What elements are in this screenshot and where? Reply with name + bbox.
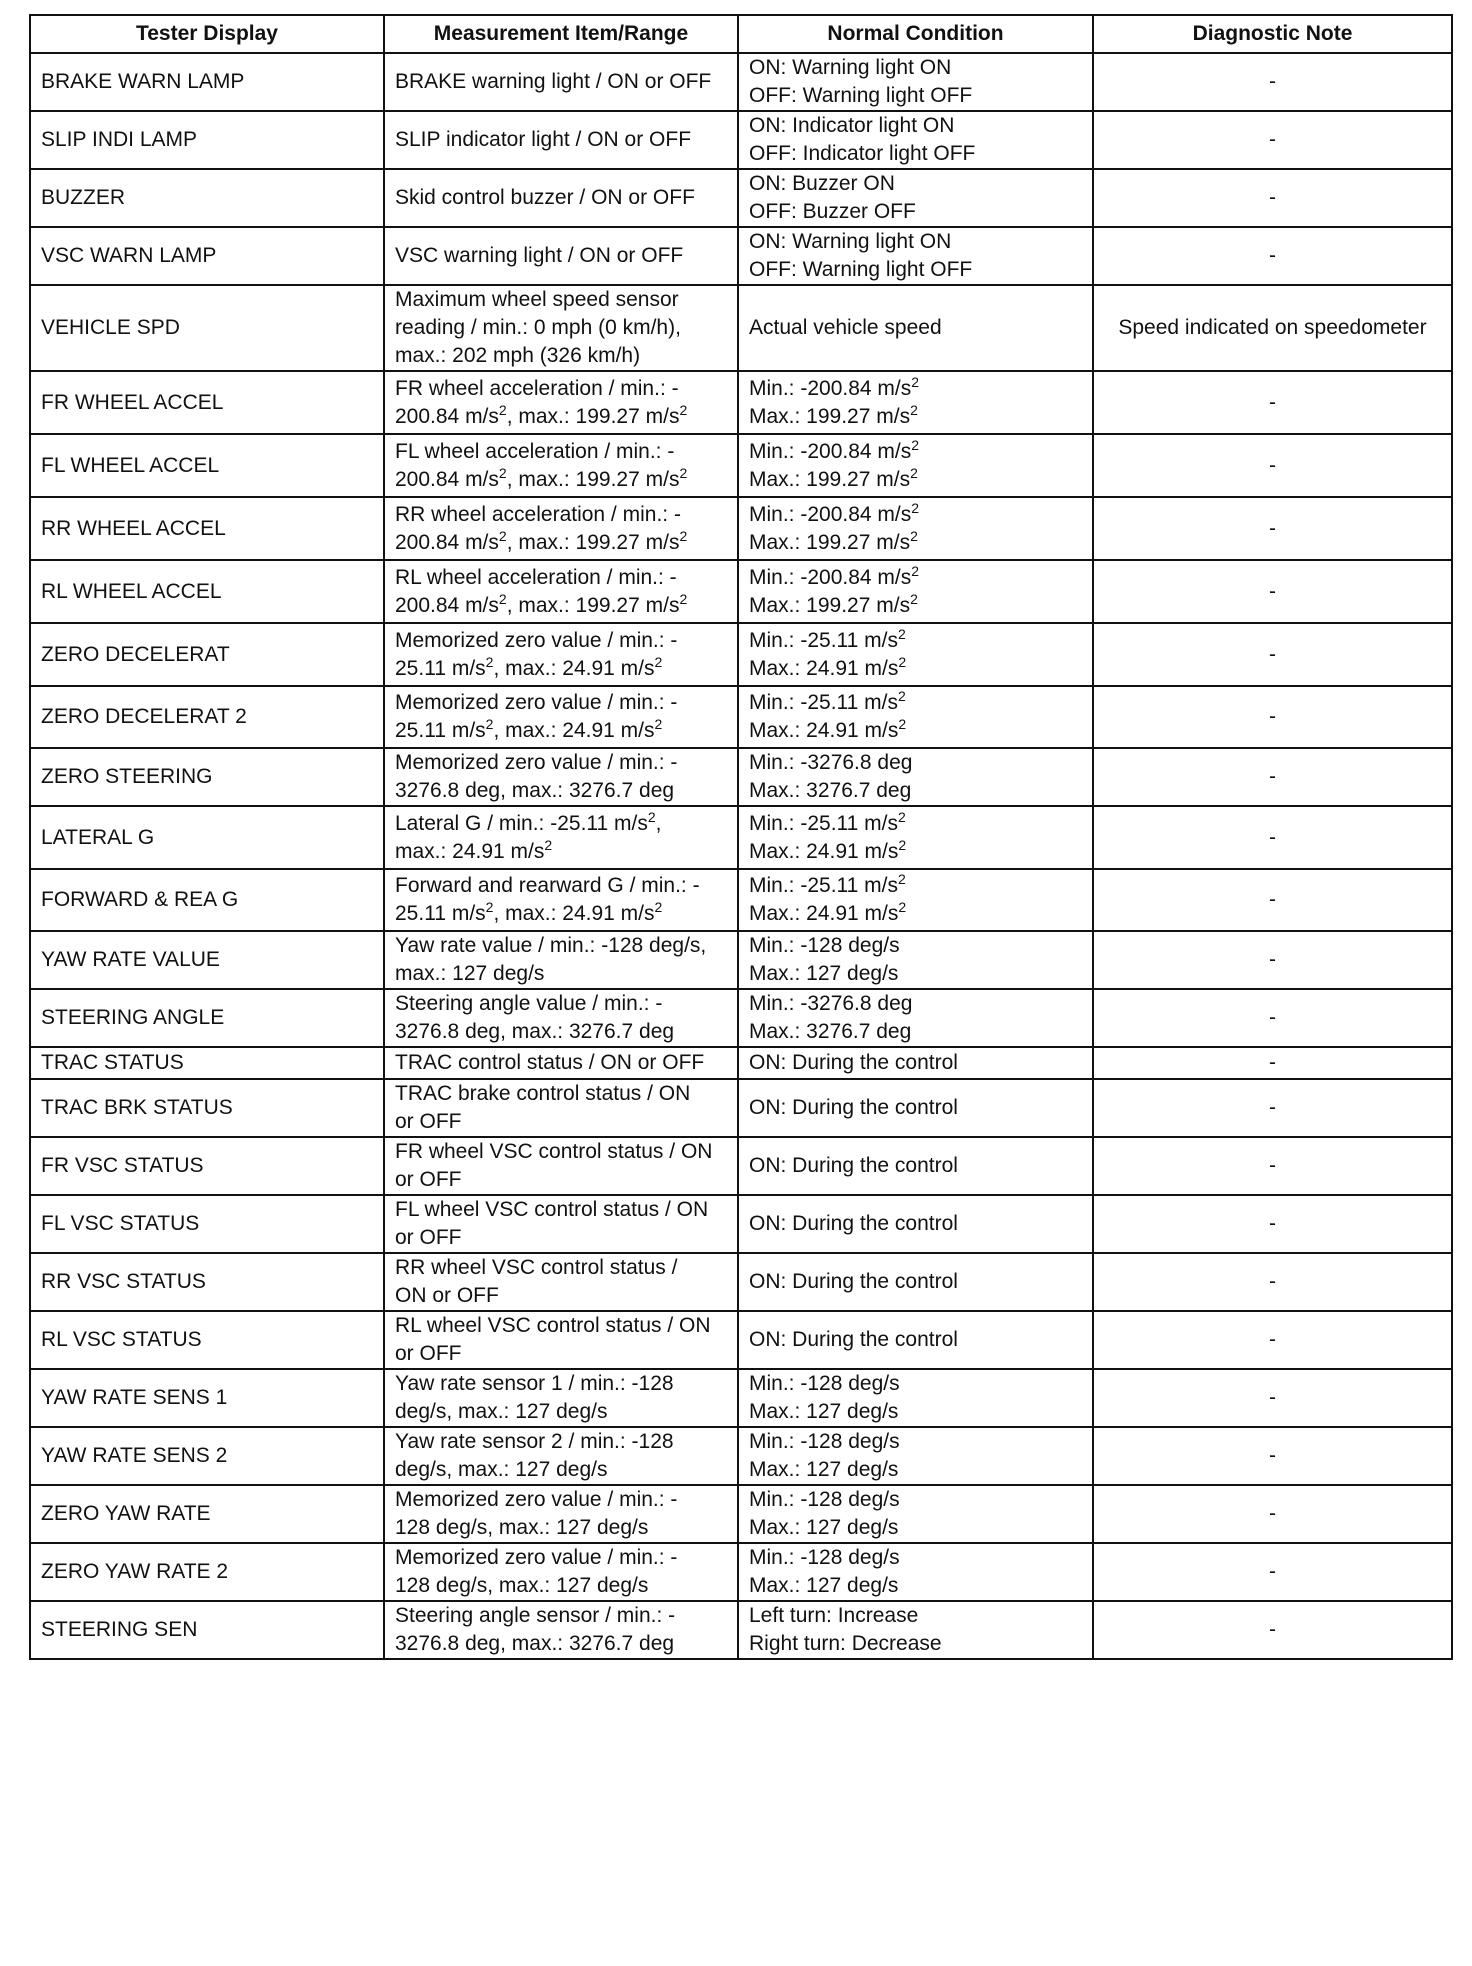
header-diagnostic-note: Diagnostic Note (1093, 15, 1452, 53)
normal-condition-cell: ON: Buzzer ON OFF: Buzzer OFF (738, 169, 1093, 227)
normal-condition-cell: Min.: -200.84 $m/s^2$ Max.: 199.27 $m/s^2$ (738, 497, 1093, 560)
diagnostic-note-cell: - (1093, 560, 1452, 623)
diagnostic-note-cell: - (1093, 1137, 1452, 1195)
measurement-range-cell: RR wheel VSC control status / ON or OFF (384, 1253, 738, 1311)
header-tester-display: Tester Display (30, 15, 384, 53)
tester-display-cell: RL VSC STATUS (30, 1311, 384, 1369)
normal-condition-cell: Min.: -128 deg/s Max.: 127 deg/s (738, 1369, 1093, 1427)
diagnostic-note-cell: - (1093, 1047, 1452, 1079)
normal-condition-cell: Min.: -25.11 $m/s^2$ Max.: 24.91 $m/s^2$ (738, 623, 1093, 686)
tester-display-cell: ZERO DECELERAT 2 (30, 686, 384, 748)
table-row (30, 1137, 1452, 1195)
tester-display-cell: YAW RATE SENS 1 (30, 1369, 384, 1427)
measurement-range-cell: FR wheel acceleration / min.: - 200.84 $m/s^2$, max.: 199.27 $m/s^2$ (384, 371, 738, 434)
measurement-range-cell: Maximum wheel speed sensor reading / min.: 0 mph (0 km/h), max.: 202 mph (326 km/h) (384, 285, 738, 371)
measurement-range-cell: Yaw rate sensor 1 / min.: -128 deg/s, max.: 127 deg/s (384, 1369, 738, 1427)
normal-condition-cell: Min.: -3276.8 deg Max.: 3276.7 deg (738, 748, 1093, 806)
measurement-range-cell: Memorized zero value / min.: - 25.11 $m/s^2$, max.: 24.91 $m/s^2$ (384, 623, 738, 686)
tester-display-cell: ZERO YAW RATE 2 (30, 1543, 384, 1601)
diagnostic-note-cell: - (1093, 931, 1452, 989)
table-row (30, 497, 1452, 560)
table-row (30, 169, 1452, 227)
table-row (30, 686, 1452, 748)
measurement-range-cell: TRAC brake control status / ON or OFF (384, 1079, 738, 1137)
table-row (30, 1079, 1452, 1137)
table-row (30, 806, 1452, 869)
normal-condition-cell: Left turn: Increase Right turn: Decrease (738, 1601, 1093, 1659)
tester-display-cell: STEERING SEN (30, 1601, 384, 1659)
measurement-range-cell: Lateral G / min.: -25.11 $m/s^2$, max.: 24.91 $m/s^2$ (384, 806, 738, 869)
table-row (30, 1543, 1452, 1601)
table-row (30, 1369, 1452, 1427)
tester-display-cell: FORWARD & REA G (30, 869, 384, 931)
tester-display-cell: RL WHEEL ACCEL (30, 560, 384, 623)
normal-condition-cell: ON: Warning light ON OFF: Warning light OFF (738, 53, 1093, 111)
tester-display-cell: BRAKE WARN LAMP (30, 53, 384, 111)
diagnostic-note-cell: - (1093, 1369, 1452, 1427)
measurement-range-cell: VSC warning light / ON or OFF (384, 227, 738, 285)
normal-condition-cell: ON: During the control (738, 1195, 1093, 1253)
header-normal-condition: Normal Condition (738, 15, 1093, 53)
diagnostic-note-cell: - (1093, 1543, 1452, 1601)
tester-display-cell: TRAC BRK STATUS (30, 1079, 384, 1137)
measurement-range-cell: Yaw rate value / min.: -128 deg/s, max.: 127 deg/s (384, 931, 738, 989)
tester-display-cell: VEHICLE SPD (30, 285, 384, 371)
diagnostic-note-cell: - (1093, 1311, 1452, 1369)
table-row (30, 989, 1452, 1047)
tester-display-cell: ZERO YAW RATE (30, 1485, 384, 1543)
normal-condition-cell: Min.: -25.11 $m/s^2$ Max.: 24.91 $m/s^2$ (738, 686, 1093, 748)
diagnostic-note-cell: - (1093, 1079, 1452, 1137)
table-row (30, 560, 1452, 623)
tester-display-cell: SLIP INDI LAMP (30, 111, 384, 169)
diagnostic-note-cell: - (1093, 869, 1452, 931)
tester-display-cell: STEERING ANGLE (30, 989, 384, 1047)
measurement-range-cell: Memorized zero value / min.: - 3276.8 deg, max.: 3276.7 deg (384, 748, 738, 806)
tester-display-cell: LATERAL G (30, 806, 384, 869)
table-row (30, 623, 1452, 686)
header-row (30, 15, 1452, 53)
normal-condition-cell: Min.: -200.84 $m/s^2$ Max.: 199.27 $m/s^2$ (738, 371, 1093, 434)
normal-condition-cell: Min.: -25.11 $m/s^2$ Max.: 24.91 $m/s^2$ (738, 869, 1093, 931)
normal-condition-cell: ON: During the control (738, 1079, 1093, 1137)
measurement-range-cell: Steering angle value / min.: - 3276.8 deg, max.: 3276.7 deg (384, 989, 738, 1047)
diagnostic-note-cell: - (1093, 371, 1452, 434)
table-row (30, 227, 1452, 285)
table-row (30, 1427, 1452, 1485)
diagnostic-note-cell: - (1093, 748, 1452, 806)
table-row (30, 371, 1452, 434)
diagnostic-note-cell: - (1093, 1601, 1452, 1659)
normal-condition-cell: ON: During the control (738, 1137, 1093, 1195)
table-row (30, 1253, 1452, 1311)
normal-condition-cell: ON: During the control (738, 1253, 1093, 1311)
table-row (30, 1195, 1452, 1253)
table-row (30, 1601, 1452, 1659)
tester-display-cell: VSC WARN LAMP (30, 227, 384, 285)
tester-display-cell: FR WHEEL ACCEL (30, 371, 384, 434)
tester-display-cell: RR WHEEL ACCEL (30, 497, 384, 560)
measurement-range-cell: TRAC control status / ON or OFF (384, 1047, 738, 1079)
table-row (30, 53, 1452, 111)
measurement-range-cell: Memorized zero value / min.: - 25.11 $m/s^2$, max.: 24.91 $m/s^2$ (384, 686, 738, 748)
table-row (30, 111, 1452, 169)
table-row (30, 869, 1452, 931)
normal-condition-cell: ON: Indicator light ON OFF: Indicator light OFF (738, 111, 1093, 169)
measurement-range-cell: FL wheel acceleration / min.: - 200.84 $m/s^2$, max.: 199.27 $m/s^2$ (384, 434, 738, 497)
diagnostic-note-cell: - (1093, 1485, 1452, 1543)
measurement-range-cell: FL wheel VSC control status / ON or OFF (384, 1195, 738, 1253)
normal-condition-cell: ON: Warning light ON OFF: Warning light OFF (738, 227, 1093, 285)
diagnostic-note-cell: - (1093, 806, 1452, 869)
measurement-range-cell: Yaw rate sensor 2 / min.: -128 deg/s, max.: 127 deg/s (384, 1427, 738, 1485)
tester-display-cell: ZERO STEERING (30, 748, 384, 806)
data-list-table (29, 14, 1453, 1660)
diagnostic-note-cell: - (1093, 1195, 1452, 1253)
table-row (30, 1485, 1452, 1543)
measurement-range-cell: RL wheel acceleration / min.: - 200.84 $m/s^2$, max.: 199.27 $m/s^2$ (384, 560, 738, 623)
measurement-range-cell: Memorized zero value / min.: - 128 deg/s, max.: 127 deg/s (384, 1485, 738, 1543)
table-row (30, 285, 1452, 371)
tester-display-cell: RR VSC STATUS (30, 1253, 384, 1311)
table-row (30, 931, 1452, 989)
diagnostic-note-cell: - (1093, 623, 1452, 686)
measurement-range-cell: FR wheel VSC control status / ON or OFF (384, 1137, 738, 1195)
measurement-range-cell: SLIP indicator light / ON or OFF (384, 111, 738, 169)
measurement-range-cell: BRAKE warning light / ON or OFF (384, 53, 738, 111)
tester-display-cell: FL WHEEL ACCEL (30, 434, 384, 497)
normal-condition-cell: Min.: -128 deg/s Max.: 127 deg/s (738, 1543, 1093, 1601)
diagnostic-note-cell: - (1093, 434, 1452, 497)
diagnostic-note-cell: - (1093, 1253, 1452, 1311)
diagnostic-note-cell: - (1093, 227, 1452, 285)
tester-display-cell: BUZZER (30, 169, 384, 227)
measurement-range-cell: RL wheel VSC control status / ON or OFF (384, 1311, 738, 1369)
diagnostic-note-cell: - (1093, 497, 1452, 560)
diagnostic-note-cell: - (1093, 686, 1452, 748)
measurement-range-cell: Forward and rearward G / min.: - 25.11 $m/s^2$, max.: 24.91 $m/s^2$ (384, 869, 738, 931)
table-row (30, 748, 1452, 806)
measurement-range-cell: Memorized zero value / min.: - 128 deg/s, max.: 127 deg/s (384, 1543, 738, 1601)
normal-condition-cell: Min.: -128 deg/s Max.: 127 deg/s (738, 1427, 1093, 1485)
tester-display-cell: YAW RATE SENS 2 (30, 1427, 384, 1485)
normal-condition-cell: Min.: -3276.8 deg Max.: 3276.7 deg (738, 989, 1093, 1047)
diagnostic-note-cell: Speed indicated on speedometer (1093, 285, 1452, 371)
tester-display-cell: ZERO DECELERAT (30, 623, 384, 686)
diagnostic-note-cell: - (1093, 1427, 1452, 1485)
diagnostic-note-cell: - (1093, 989, 1452, 1047)
normal-condition-cell: Min.: -200.84 $m/s^2$ Max.: 199.27 $m/s^2$ (738, 434, 1093, 497)
normal-condition-cell: Min.: -200.84 $m/s^2$ Max.: 199.27 $m/s^2$ (738, 560, 1093, 623)
header-measurement-item: Measurement Item/Range (384, 15, 738, 53)
normal-condition-cell: ON: During the control (738, 1047, 1093, 1079)
table-row (30, 1311, 1452, 1369)
table-row (30, 434, 1452, 497)
measurement-range-cell: Skid control buzzer / ON or OFF (384, 169, 738, 227)
tester-display-cell: FR VSC STATUS (30, 1137, 384, 1195)
table-row (30, 1047, 1452, 1079)
measurement-range-cell: RR wheel acceleration / min.: - 200.84 $m/s^2$, max.: 199.27 $m/s^2$ (384, 497, 738, 560)
normal-condition-cell: Min.: -128 deg/s Max.: 127 deg/s (738, 931, 1093, 989)
diagnostic-note-cell: - (1093, 169, 1452, 227)
tester-display-cell: FL VSC STATUS (30, 1195, 384, 1253)
normal-condition-cell: Min.: -128 deg/s Max.: 127 deg/s (738, 1485, 1093, 1543)
tester-display-cell: YAW RATE VALUE (30, 931, 384, 989)
measurement-range-cell: Steering angle sensor / min.: - 3276.8 deg, max.: 3276.7 deg (384, 1601, 738, 1659)
diagnostic-note-cell: - (1093, 111, 1452, 169)
diagnostic-note-cell: - (1093, 53, 1452, 111)
normal-condition-cell: ON: During the control (738, 1311, 1093, 1369)
normal-condition-cell: Actual vehicle speed (738, 285, 1093, 371)
tester-display-cell: TRAC STATUS (30, 1047, 384, 1079)
normal-condition-cell: Min.: -25.11 $m/s^2$ Max.: 24.91 $m/s^2$ (738, 806, 1093, 869)
